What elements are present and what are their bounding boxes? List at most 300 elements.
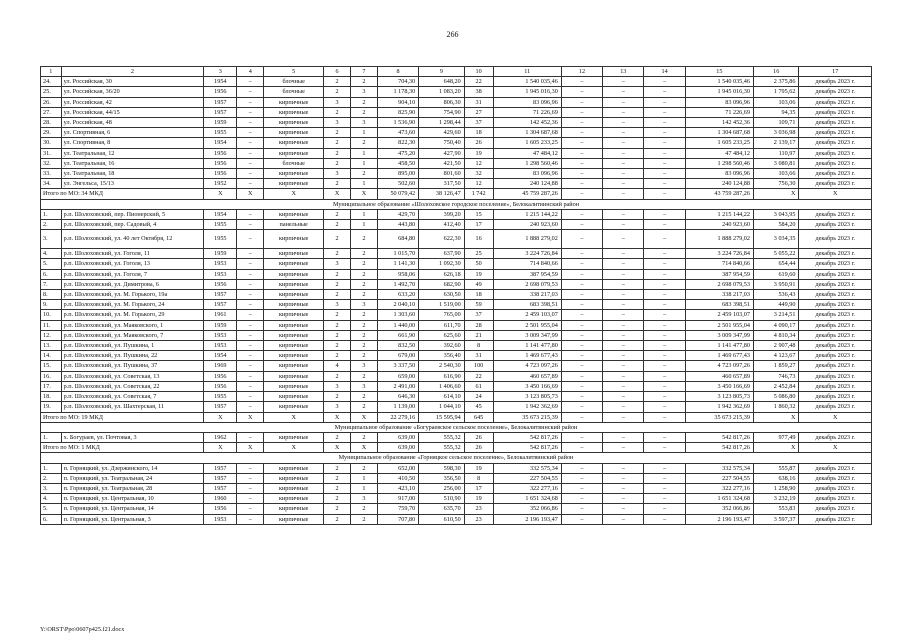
table-cell: декабрь 2023 г. <box>799 463 872 473</box>
table-cell: 679,00 <box>377 351 418 361</box>
table-cell: 32. <box>41 158 62 168</box>
table-cell: 639,00 <box>377 432 418 442</box>
table-cell: кирпичные <box>264 179 324 189</box>
table-cell: 31. <box>41 148 62 158</box>
total-cell: 45 759 287,26 <box>493 189 561 199</box>
table-cell: 510,90 <box>419 494 464 504</box>
table-cell: декабрь 2023 г. <box>799 361 872 371</box>
table-cell: – <box>644 361 685 371</box>
table-cell: кирпичные <box>264 402 324 412</box>
table-cell: – <box>603 351 644 361</box>
table-cell: 1 <box>351 148 378 158</box>
table-cell: декабрь 2023 г. <box>799 279 872 289</box>
table-cell: 1955 <box>204 230 237 249</box>
table-cell: – <box>237 381 264 391</box>
table-cell: – <box>237 341 264 351</box>
table-cell: – <box>237 330 264 340</box>
table-cell: 904,10 <box>377 97 418 107</box>
table-cell: 542 817,26 <box>685 432 753 442</box>
table-cell: – <box>237 87 264 97</box>
table-cell: 22 <box>464 371 493 381</box>
table-cell: 2 <box>351 341 378 351</box>
table-cell: 1 492,70 <box>377 279 418 289</box>
table-cell: 8 <box>464 341 493 351</box>
table-cell: 18 <box>464 290 493 300</box>
table-cell: 8 <box>464 473 493 483</box>
table-cell: 633,20 <box>377 290 418 300</box>
table-cell: 1969 <box>204 361 237 371</box>
table-cell: – <box>644 381 685 391</box>
total-cell: 50 079,42 <box>377 189 418 199</box>
table-cell: 1 215 144,22 <box>493 209 561 219</box>
table-cell: 332 575,34 <box>685 463 753 473</box>
data-table <box>40 66 872 525</box>
table-row <box>41 230 872 249</box>
table-cell: 13. <box>41 341 62 351</box>
table-cell: – <box>603 230 644 249</box>
column-number-cell: 17 <box>799 67 872 77</box>
total-cell: 1 742 <box>464 189 493 199</box>
table-cell: кирпичные <box>264 300 324 310</box>
table-cell: 3 <box>324 402 351 412</box>
total-cell: X <box>753 189 798 199</box>
total-row <box>41 189 872 199</box>
total-cell: – <box>644 443 685 453</box>
table-cell: 2 <box>324 290 351 300</box>
table-cell: – <box>603 473 644 483</box>
table-cell: 3 <box>351 300 378 310</box>
table-cell: 7. <box>41 279 62 289</box>
table-cell: кирпичные <box>264 494 324 504</box>
table-cell: 2 <box>351 330 378 340</box>
table-cell: 423,10 <box>377 483 418 493</box>
table-cell: 10. <box>41 310 62 320</box>
table-cell: 3 <box>324 169 351 179</box>
table-cell: – <box>237 138 264 148</box>
table-cell: 1 651 324,68 <box>493 494 561 504</box>
table-cell: 610,50 <box>419 514 464 524</box>
table-cell: 32 <box>464 169 493 179</box>
table-cell: 227 504,55 <box>685 473 753 483</box>
table-cell: 3 <box>324 97 351 107</box>
table-cell: кирпичные <box>264 169 324 179</box>
table-cell: 2 <box>351 514 378 524</box>
table-cell: 322 277,16 <box>493 483 561 493</box>
table-cell: – <box>644 432 685 442</box>
table-cell: – <box>644 300 685 310</box>
total-cell: 43 759 287,26 <box>685 189 753 199</box>
table-cell: кирпичные <box>264 209 324 219</box>
table-cell: – <box>644 330 685 340</box>
table-cell: – <box>603 310 644 320</box>
table-cell: 4 090,17 <box>753 320 798 330</box>
table-cell: – <box>644 128 685 138</box>
table-cell: 646,30 <box>377 392 418 402</box>
table-cell: 1956 <box>204 371 237 381</box>
total-cell: 35 673 215,39 <box>685 412 753 422</box>
table-cell: р.п. Шолоховский, ул. 40 лет Октября, 12 <box>61 230 204 249</box>
table-cell: 28 <box>464 320 493 330</box>
table-row <box>41 473 872 483</box>
table-cell: блочные <box>264 87 324 97</box>
table-cell: 1 605 233,25 <box>493 138 561 148</box>
table-row <box>41 220 872 230</box>
table-cell: 1 859,27 <box>753 361 798 371</box>
table-cell: 2 <box>324 148 351 158</box>
table-row <box>41 371 872 381</box>
table-cell: 83 096,96 <box>685 169 753 179</box>
table-cell: 429,70 <box>377 209 418 219</box>
table-cell: декабрь 2023 г. <box>799 148 872 158</box>
table-cell: 2 <box>351 77 378 87</box>
table-cell: 27. <box>41 107 62 117</box>
table-cell: – <box>561 269 602 279</box>
table-cell: 458,50 <box>377 158 418 168</box>
table-cell: – <box>603 432 644 442</box>
table-cell: 3 <box>351 87 378 97</box>
table-cell: ул. Российская, 44/15 <box>61 107 204 117</box>
table-cell: 37 <box>464 310 493 320</box>
table-cell: 1 178,30 <box>377 87 418 97</box>
table-cell: 387 954,59 <box>493 269 561 279</box>
table-cell: – <box>237 392 264 402</box>
table-cell: – <box>237 504 264 514</box>
table-cell: – <box>237 320 264 330</box>
table-cell: 2 <box>324 341 351 351</box>
table-cell: – <box>644 504 685 514</box>
table-cell: 1957 <box>204 402 237 412</box>
table-cell: – <box>237 279 264 289</box>
table-cell: 756,30 <box>753 179 798 189</box>
table-cell: р.п. Шолоховский, ул. Гоголя, 7 <box>61 269 204 279</box>
table-cell: 1953 <box>204 269 237 279</box>
column-number-cell: 4 <box>237 67 264 77</box>
table-cell: 1 015,70 <box>377 249 418 259</box>
table-cell: 410,50 <box>377 473 418 483</box>
table-cell: 3 337,50 <box>377 361 418 371</box>
table-cell: – <box>603 220 644 230</box>
table-cell: 3. <box>41 483 62 493</box>
table-cell: 1. <box>41 432 62 442</box>
table-cell: 1 519,00 <box>419 300 464 310</box>
total-cell: X <box>799 412 872 422</box>
table-cell: 1 141,30 <box>377 259 418 269</box>
total-cell: X <box>204 412 237 422</box>
table-cell: 3 232,19 <box>753 494 798 504</box>
table-row <box>41 128 872 138</box>
table-cell: – <box>644 138 685 148</box>
table-cell: 1 303,60 <box>377 310 418 320</box>
table-cell: 392,60 <box>419 341 464 351</box>
table-cell: 895,00 <box>377 169 418 179</box>
total-cell: X <box>799 443 872 453</box>
table-cell: 2 <box>351 432 378 442</box>
table-cell: – <box>644 402 685 412</box>
total-cell: – <box>561 412 602 422</box>
table-cell: 1 540 035,46 <box>493 77 561 87</box>
table-cell: 22 <box>464 77 493 87</box>
column-number-cell: 9 <box>419 67 464 77</box>
table-cell: 26. <box>41 97 62 107</box>
table-cell: 2 <box>324 463 351 473</box>
table-cell: 2 <box>324 230 351 249</box>
table-cell: – <box>644 169 685 179</box>
table-cell: п. Горняцкий, ул. Центральная, 3 <box>61 514 204 524</box>
table-cell: 542 817,26 <box>493 432 561 442</box>
table-cell: – <box>561 351 602 361</box>
table-cell: 616,90 <box>419 371 464 381</box>
table-cell: – <box>561 220 602 230</box>
column-number-cell: 11 <box>493 67 561 77</box>
table-cell: – <box>561 128 602 138</box>
table-cell: декабрь 2023 г. <box>799 310 872 320</box>
table-cell: 1. <box>41 463 62 473</box>
table-row <box>41 209 872 219</box>
table-cell: – <box>561 371 602 381</box>
table-cell: 3 214,51 <box>753 310 798 320</box>
table-cell: 1957 <box>204 483 237 493</box>
table-cell: 256,00 <box>419 483 464 493</box>
table-cell: кирпичные <box>264 473 324 483</box>
table-cell: кирпичные <box>264 107 324 117</box>
table-row <box>41 310 872 320</box>
table-cell: 619,60 <box>753 269 798 279</box>
total-cell: – <box>603 412 644 422</box>
table-cell: 1 044,10 <box>419 402 464 412</box>
table-cell: 659,00 <box>377 371 418 381</box>
section-heading-row <box>41 199 872 209</box>
table-cell: 765,00 <box>419 310 464 320</box>
table-cell: 28. <box>41 118 62 128</box>
column-number-cell: 5 <box>264 67 324 77</box>
table-cell: 61 <box>464 381 493 391</box>
table-cell: 356,50 <box>419 473 464 483</box>
table-cell: 1959 <box>204 118 237 128</box>
total-cell: X <box>237 189 264 199</box>
table-cell: 3 <box>324 118 351 128</box>
table-cell: декабрь 2023 г. <box>799 432 872 442</box>
table-cell: – <box>237 128 264 138</box>
table-cell: 4 <box>324 361 351 371</box>
table-cell: – <box>561 259 602 269</box>
table-cell: – <box>644 259 685 269</box>
table-cell: – <box>561 473 602 483</box>
table-cell: кирпичные <box>264 290 324 300</box>
table-cell: 2 <box>351 392 378 402</box>
table-cell: 19 <box>464 269 493 279</box>
table-cell: – <box>237 169 264 179</box>
table-cell: 2 <box>324 128 351 138</box>
table-cell: 427,90 <box>419 148 464 158</box>
table-cell: р.п. Шолоховский, ул. М. Горького, 24 <box>61 300 204 310</box>
table-cell: – <box>603 300 644 310</box>
table-cell: 822,30 <box>377 138 418 148</box>
table-cell: 3 <box>351 494 378 504</box>
table-cell: 1957 <box>204 107 237 117</box>
table-cell: декабрь 2023 г. <box>799 209 872 219</box>
table-cell: 16. <box>41 371 62 381</box>
table-cell: 832,50 <box>377 341 418 351</box>
total-cell: 38 126,47 <box>419 189 464 199</box>
table-cell: 654,44 <box>753 259 798 269</box>
table-cell: 429,60 <box>419 128 464 138</box>
table-cell: 8. <box>41 290 62 300</box>
table-cell: р.п. Шолоховский, ул. Пушкина, 1 <box>61 341 204 351</box>
table-cell: 473,60 <box>377 128 418 138</box>
table-cell: декабрь 2023 г. <box>799 494 872 504</box>
table-cell: 1 141 477,80 <box>685 341 753 351</box>
table-cell: 2 <box>351 269 378 279</box>
table-cell: ул. Театральная, 12 <box>61 148 204 158</box>
table-cell: – <box>644 392 685 402</box>
table-cell: 1 <box>351 179 378 189</box>
table-cell: – <box>603 118 644 128</box>
table-cell: – <box>237 494 264 504</box>
table-cell: кирпичные <box>264 330 324 340</box>
table-row <box>41 158 872 168</box>
table-cell: – <box>561 209 602 219</box>
table-cell: 1 651 324,68 <box>685 494 753 504</box>
table-cell: – <box>603 128 644 138</box>
table-row <box>41 279 872 289</box>
table-cell: 2 501 955,04 <box>493 320 561 330</box>
table-cell: р.п. Шолоховский, ул. Пушкина, 22 <box>61 351 204 361</box>
total-cell: 35 673 215,39 <box>493 412 561 422</box>
table-cell: – <box>644 118 685 128</box>
table-cell: 2 <box>324 77 351 87</box>
column-number-cell: 16 <box>753 67 798 77</box>
table-cell: 240 923,60 <box>493 220 561 230</box>
table-cell: 19 <box>464 463 493 473</box>
table-cell: 806,30 <box>419 97 464 107</box>
table-cell: 630,50 <box>419 290 464 300</box>
table-cell: 1957 <box>204 463 237 473</box>
table-cell: – <box>644 97 685 107</box>
table-cell: 1 540 035,46 <box>685 77 753 87</box>
table-row <box>41 179 872 189</box>
table-cell: 1955 <box>204 392 237 402</box>
table-cell: 45 <box>464 402 493 412</box>
table-cell: 399,20 <box>419 209 464 219</box>
section-heading-row <box>41 453 872 463</box>
table-cell: 1956 <box>204 169 237 179</box>
total-cell: 542 817,26 <box>493 443 561 453</box>
table-cell: – <box>561 504 602 514</box>
table-cell: 1 <box>351 128 378 138</box>
column-number-cell: 8 <box>377 67 418 77</box>
total-cell: X <box>351 189 378 199</box>
table-row <box>41 432 872 442</box>
table-cell: блочные <box>264 77 324 87</box>
table-cell: 109,71 <box>753 118 798 128</box>
table-cell: 17 <box>464 220 493 230</box>
table-cell: декабрь 2023 г. <box>799 341 872 351</box>
table-cell: 19 <box>464 494 493 504</box>
table-cell: ул. Энгельса, 15/13 <box>61 179 204 189</box>
table-cell: кирпичные <box>264 463 324 473</box>
table-cell: 475,20 <box>377 148 418 158</box>
table-cell: – <box>561 392 602 402</box>
table-cell: 5. <box>41 259 62 269</box>
table-cell: 460 657,89 <box>493 371 561 381</box>
table-cell: 19 <box>464 148 493 158</box>
table-row <box>41 138 872 148</box>
table-row <box>41 381 872 391</box>
table-cell: 3 597,37 <box>753 514 798 524</box>
table-cell: ул. Российская, 30 <box>61 77 204 87</box>
table-cell: 2 <box>324 473 351 483</box>
table-cell: 1954 <box>204 351 237 361</box>
table-cell: 31 <box>464 351 493 361</box>
table-cell: 15. <box>41 361 62 371</box>
table-cell: 1 258,90 <box>753 483 798 493</box>
table-cell: 2 <box>351 249 378 259</box>
table-cell: 1 141 477,80 <box>493 341 561 351</box>
total-cell: – <box>561 443 602 453</box>
total-cell: X <box>204 189 237 199</box>
table-cell: 3 009 347,99 <box>493 330 561 340</box>
table-cell: 584,20 <box>753 220 798 230</box>
table-cell: – <box>561 402 602 412</box>
table-cell: 47 484,12 <box>685 148 753 158</box>
column-number-row <box>41 67 872 77</box>
table-cell: 2 <box>351 504 378 514</box>
table-cell: 553,83 <box>753 504 798 514</box>
table-cell: 1 469 677,43 <box>493 351 561 361</box>
table-cell: – <box>237 220 264 230</box>
table-cell: 622,30 <box>419 230 464 249</box>
table-cell: декабрь 2023 г. <box>799 158 872 168</box>
table-cell: декабрь 2023 г. <box>799 230 872 249</box>
table-cell: – <box>603 158 644 168</box>
table-cell: – <box>644 209 685 219</box>
total-cell: X <box>753 412 798 422</box>
table-cell: 625,60 <box>419 330 464 340</box>
table-cell: ул. Театральная, 18 <box>61 169 204 179</box>
table-cell: – <box>237 269 264 279</box>
table-cell: – <box>644 249 685 259</box>
table-cell: 352 066,86 <box>493 504 561 514</box>
table-cell: 1962 <box>204 432 237 442</box>
table-cell: – <box>561 494 602 504</box>
table-cell: декабрь 2023 г. <box>799 259 872 269</box>
table-cell: – <box>603 97 644 107</box>
table-cell: – <box>644 341 685 351</box>
column-number-cell: 2 <box>61 67 204 77</box>
table-cell: 2 <box>351 259 378 269</box>
total-cell: X <box>237 443 264 453</box>
table-cell: 3 <box>324 381 351 391</box>
page-number: 266 <box>446 30 459 39</box>
table-cell: кирпичные <box>264 432 324 442</box>
table-cell: 1957 <box>204 473 237 483</box>
table-cell: 1 083,20 <box>419 87 464 97</box>
total-cell: X <box>351 443 378 453</box>
table-cell: 3 036,98 <box>753 128 798 138</box>
table-cell: 17. <box>41 381 62 391</box>
total-cell: – <box>644 412 685 422</box>
table-cell: 3 <box>351 381 378 391</box>
table-cell: 1956 <box>204 279 237 289</box>
table-cell: – <box>561 330 602 340</box>
table-cell: р.п. Шолоховский, ул. Маяковского, 7 <box>61 330 204 340</box>
table-cell: – <box>644 473 685 483</box>
table-cell: панельные <box>264 220 324 230</box>
table-cell: 2 <box>351 290 378 300</box>
table-cell: 1. <box>41 209 62 219</box>
total-cell: X <box>204 443 237 453</box>
table-cell: 71 226,69 <box>685 107 753 117</box>
